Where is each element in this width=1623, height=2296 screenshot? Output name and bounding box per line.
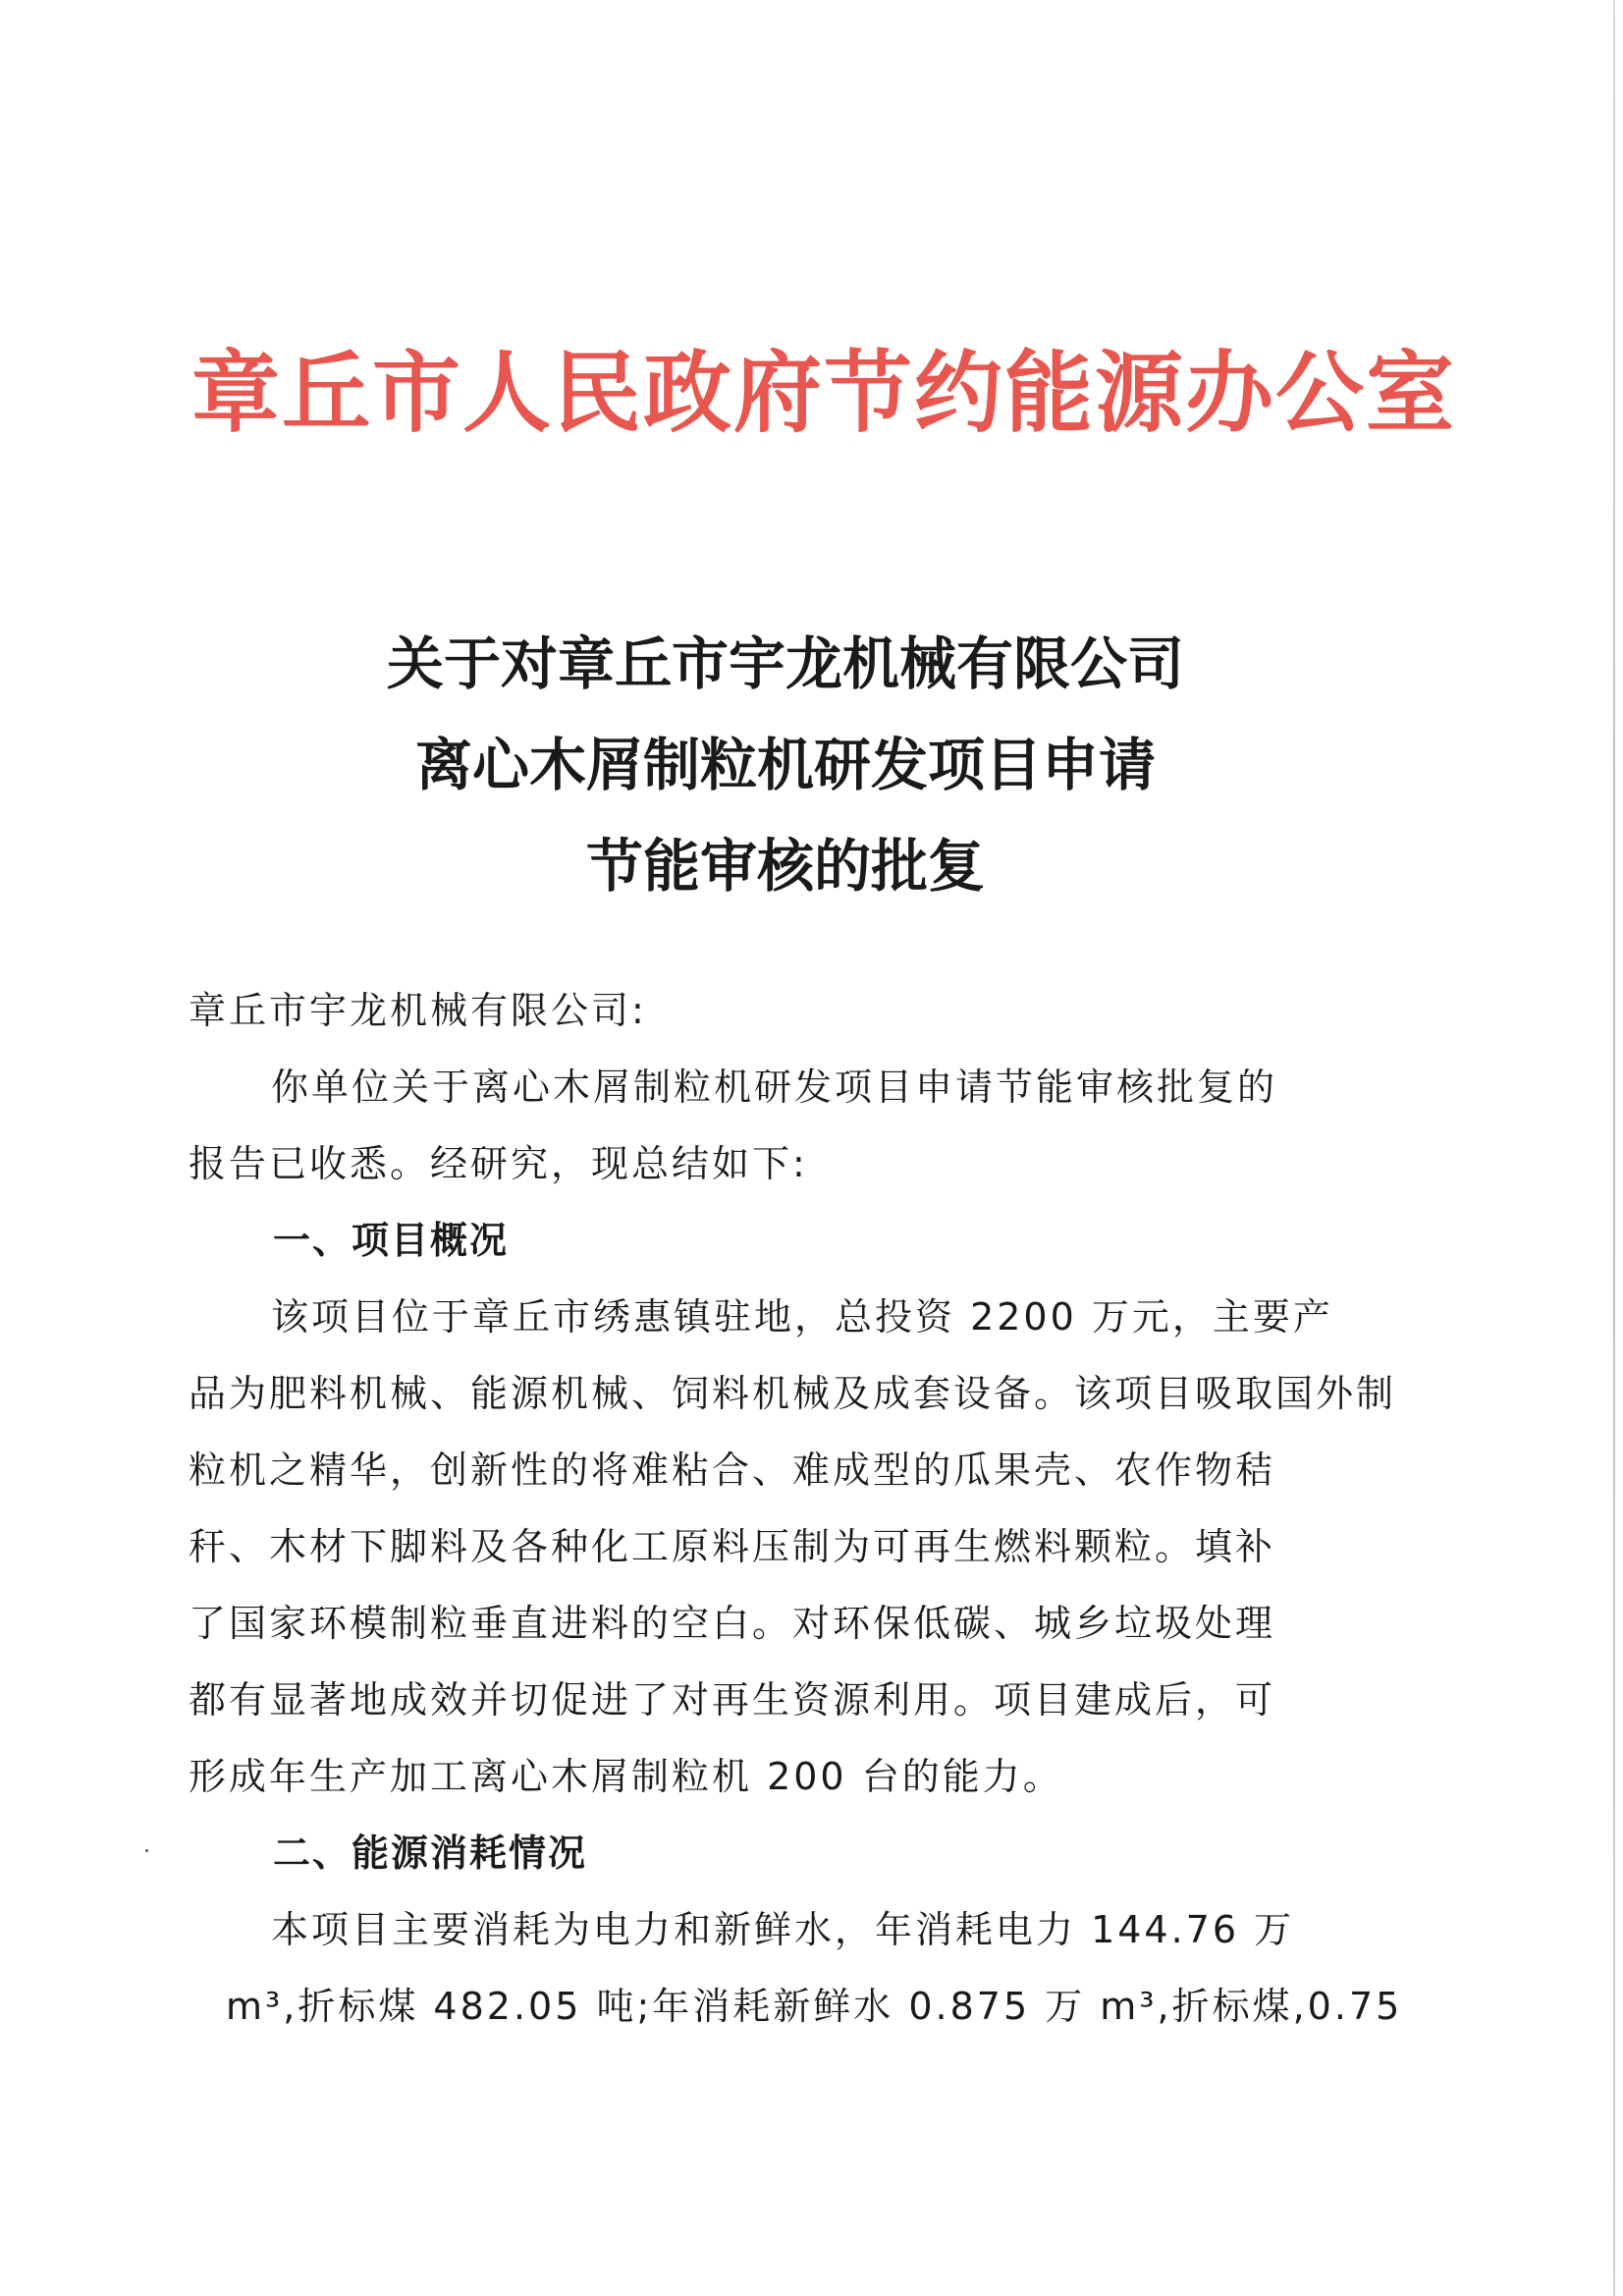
section1-line-5: 了国家环模制粒垂直进料的空白。对环保低碳、城乡垃圾处理 xyxy=(189,1602,1276,1645)
title-line-1: 关于对章丘市宇龙机械有限公司 xyxy=(386,630,1184,697)
section1-line-2: 品为肥料机械、能源机械、饲料机械及成套设备。该项目吸取国外制 xyxy=(189,1372,1397,1415)
section2-heading: 二、能源消耗情况 xyxy=(273,1831,588,1875)
section1-line-3: 粒机之精华，创新性的将难粘合、难成型的瓜果壳、农作物秸 xyxy=(189,1449,1276,1492)
scan-speck xyxy=(145,1849,148,1852)
section2-line-1: 本项目主要消耗为电力和新鲜水，年消耗电力 144.76 万 xyxy=(271,1908,1295,1951)
section1-line-6: 都有显著地成效并切促进了对再生资源利用。项目建成后，可 xyxy=(189,1678,1276,1722)
scan-edge xyxy=(1613,0,1615,2296)
section2-line-2: m³,折标煤 482.05 吨;年消耗新鲜水 0.875 万 m³,折标煤,0.75 xyxy=(226,1985,1403,2028)
section1-line-4: 秆、木材下脚料及各种化工原料压制为可再生燃料颗粒。填补 xyxy=(189,1525,1276,1568)
title-line-2: 离心木屑制粒机研发项目申请 xyxy=(414,732,1156,798)
addressee: 章丘市宇龙机械有限公司: xyxy=(189,989,647,1032)
document-body xyxy=(189,972,1403,2045)
intro-line-2: 报告已收悉。经研究，现总结如下: xyxy=(189,1142,808,1185)
document-title xyxy=(275,614,1296,917)
title-line-3: 节能审核的批复 xyxy=(585,833,985,900)
section1-line-1: 该项目位于章丘市绣惠镇驻地，总投资 2200 万元，主要产 xyxy=(271,1295,1333,1339)
intro-line-1: 你单位关于离心木屑制粒机研发项目申请节能审核批复的 xyxy=(271,1066,1278,1109)
issuing-office-header: 章丘市人民政府节约能源办公室 xyxy=(191,341,1456,445)
section1-heading: 一、项目概况 xyxy=(273,1219,510,1262)
section1-line-7: 形成年生产加工离心木屑制粒机 200 台的能力。 xyxy=(189,1755,1063,1798)
